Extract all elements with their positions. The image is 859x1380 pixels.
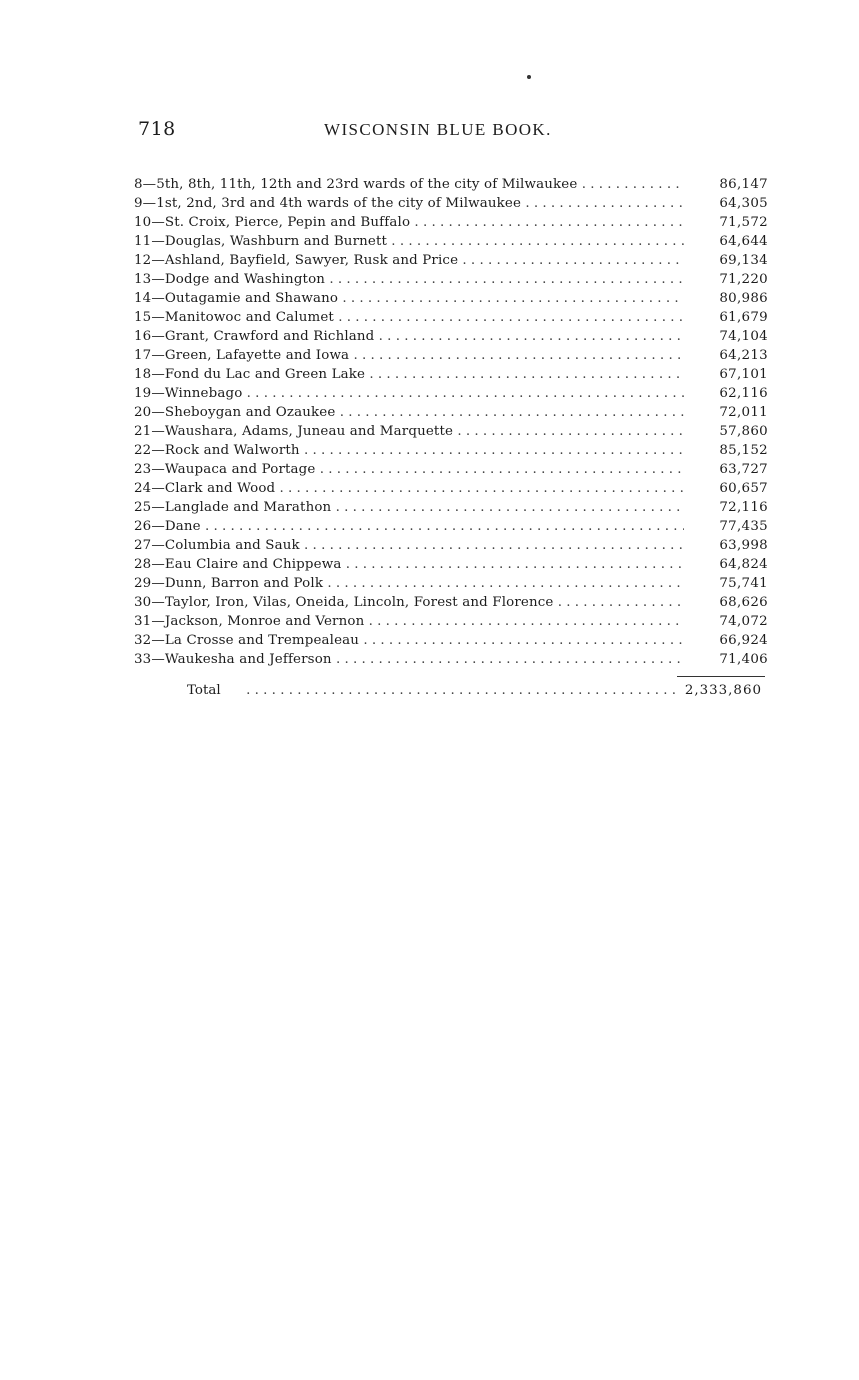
population-value: 62,116 bbox=[719, 386, 768, 401]
population-value: 63,727 bbox=[719, 462, 768, 477]
table-row bbox=[134, 175, 774, 194]
district-label: 27—Columbia and Sauk . . . bbox=[134, 536, 684, 555]
district-label: 31—Jackson, Monroe and Vernon . . . bbox=[134, 612, 684, 631]
total-label: Total . . . bbox=[187, 681, 677, 701]
population-value: 66,924 bbox=[719, 633, 768, 648]
population-value: 77,435 bbox=[719, 519, 768, 534]
population-value: 80,986 bbox=[719, 291, 768, 306]
district-label: 23—Waupaca and Portage . . . bbox=[134, 460, 684, 479]
district-label: 22—Rock and Walworth . . . bbox=[134, 441, 684, 460]
table-row bbox=[134, 650, 774, 669]
table-row bbox=[134, 232, 774, 251]
total-value: 2,333,860 bbox=[684, 683, 762, 698]
table-row bbox=[134, 327, 774, 346]
population-value: 64,213 bbox=[719, 348, 768, 363]
district-label: 10—St. Croix, Pierce, Pepin and Buffalo . . . bbox=[134, 213, 684, 232]
table-row bbox=[134, 194, 774, 213]
table-row bbox=[134, 441, 774, 460]
table-row bbox=[134, 384, 774, 403]
page-header bbox=[138, 118, 778, 144]
district-label: 29—Dunn, Barron and Polk . . . bbox=[134, 574, 684, 593]
table-row bbox=[134, 289, 774, 308]
table-row bbox=[134, 612, 774, 631]
population-value: 64,644 bbox=[719, 234, 768, 249]
district-label: 17—Green, Lafayette and Iowa . . . bbox=[134, 346, 684, 365]
population-value: 57,860 bbox=[719, 424, 768, 439]
population-value: 67,101 bbox=[719, 367, 768, 382]
population-value: 64,305 bbox=[719, 196, 768, 211]
district-label: 32—La Crosse and Trempealeau . . . bbox=[134, 631, 684, 650]
population-value: 86,147 bbox=[719, 177, 768, 192]
population-value: 85,152 bbox=[719, 443, 768, 458]
district-population-table bbox=[134, 175, 774, 669]
table-row bbox=[134, 422, 774, 441]
table-row bbox=[134, 498, 774, 517]
table-row bbox=[134, 479, 774, 498]
table-row bbox=[134, 593, 774, 612]
table-row bbox=[134, 555, 774, 574]
table-row bbox=[134, 403, 774, 422]
district-label: 15—Manitowoc and Calumet . . . bbox=[134, 308, 684, 327]
table-row bbox=[134, 213, 774, 232]
population-value: 71,406 bbox=[719, 652, 768, 667]
district-label: 14—Outagamie and Shawano . . . bbox=[134, 289, 684, 308]
district-label: 28—Eau Claire and Chippewa . . . bbox=[134, 555, 684, 574]
page-number: 718 bbox=[138, 118, 176, 140]
population-value: 71,220 bbox=[719, 272, 768, 287]
total-row bbox=[187, 681, 774, 701]
district-label: 12—Ashland, Bayfield, Sawyer, Rusk and Price . . . bbox=[134, 251, 684, 270]
total-rule bbox=[677, 676, 765, 677]
district-label: 33—Waukesha and Jefferson . . . bbox=[134, 650, 684, 669]
table-row bbox=[134, 631, 774, 650]
population-value: 74,104 bbox=[719, 329, 768, 344]
running-title: WISCONSIN BLUE BOOK. bbox=[324, 120, 552, 139]
district-label: 25—Langlade and Marathon . . . bbox=[134, 498, 684, 517]
table-row bbox=[134, 346, 774, 365]
population-value: 68,626 bbox=[719, 595, 768, 610]
district-label: 11—Douglas, Washburn and Burnett . . . bbox=[134, 232, 684, 251]
population-value: 63,998 bbox=[719, 538, 768, 553]
district-label: 8—5th, 8th, 11th, 12th and 23rd wards of the city of Milwaukee . . . bbox=[134, 175, 684, 194]
table-row bbox=[134, 251, 774, 270]
population-value: 72,116 bbox=[719, 500, 768, 515]
population-value: 75,741 bbox=[719, 576, 768, 591]
table-row bbox=[134, 460, 774, 479]
district-label: 19—Winnebago . . . bbox=[134, 384, 684, 403]
population-value: 61,679 bbox=[719, 310, 768, 325]
population-value: 60,657 bbox=[719, 481, 768, 496]
table-row bbox=[134, 517, 774, 536]
table-row bbox=[134, 308, 774, 327]
district-label: 16—Grant, Crawford and Richland . . . bbox=[134, 327, 684, 346]
district-label: 26—Dane . . . bbox=[134, 517, 684, 536]
population-value: 71,572 bbox=[719, 215, 768, 230]
district-label: 24—Clark and Wood . . . bbox=[134, 479, 684, 498]
district-label: 18—Fond du Lac and Green Lake . . . bbox=[134, 365, 684, 384]
table-row bbox=[134, 365, 774, 384]
district-label: 20—Sheboygan and Ozaukee . . . bbox=[134, 403, 684, 422]
population-value: 72,011 bbox=[719, 405, 768, 420]
population-value: 69,134 bbox=[719, 253, 768, 268]
population-value: 64,824 bbox=[719, 557, 768, 572]
district-label: 13—Dodge and Washington . . . bbox=[134, 270, 684, 289]
district-label: 9—1st, 2nd, 3rd and 4th wards of the city of Milwaukee . . . bbox=[134, 194, 684, 213]
table-row bbox=[134, 270, 774, 289]
district-label: 30—Taylor, Iron, Vilas, Oneida, Lincoln, Forest and Florence . . . bbox=[134, 593, 684, 612]
table-row bbox=[134, 536, 774, 555]
print-speck bbox=[527, 75, 531, 79]
population-value: 74,072 bbox=[719, 614, 768, 629]
table-row bbox=[134, 574, 774, 593]
district-label: 21—Waushara, Adams, Juneau and Marquette . . . bbox=[134, 422, 684, 441]
